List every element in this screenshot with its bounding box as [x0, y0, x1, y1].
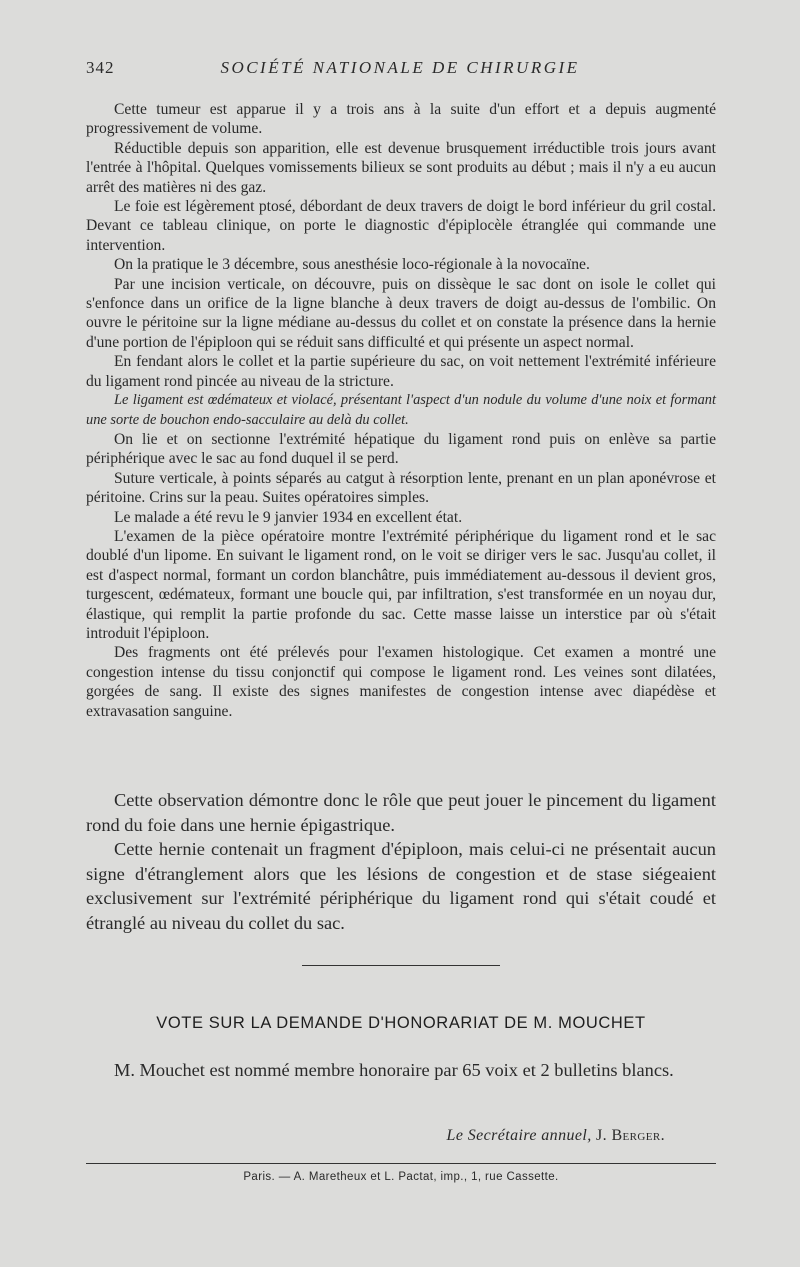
signature-block — [447, 1127, 665, 1145]
vote-result-paragraph: M. Mouchet est nommé membre honoraire par 65 voix et 2 bulletins blancs. — [114, 1060, 674, 1080]
observation-paragraph: L'examen de la pièce opératoire montre l'extrémité périphérique du ligament rond et le sac doublé d'un lipome. En suivant le ligament rond, on le voit se diriger vers le sac. Jusqu'au collet, il est d'aspect normal, formant un cordon blanchâtre, puis immédiatement au-dessous il devient gros, turgescent, œdémateux, formant une boucle qui, par infiltration, s'est transformée en un noyau dur, élastique, qui remplit la partie profonde du sac. Cette masse laisse un interstice par où s'était introduit l'épiploon. — [86, 527, 716, 642]
observation-paragraph: En fendant alors le collet et la partie supérieure du sac, on voit nettement l'extrémité inférieure du ligament rond pincée au niveau de la stricture. — [86, 353, 716, 390]
conclusion-text — [86, 788, 716, 936]
observation-paragraph: Cette tumeur est apparue il y a trois ans à la suite d'un effort et a depuis augmenté progressivement de volume. — [86, 101, 716, 138]
observation-paragraph: Le malade a été revu le 9 janvier 1934 en excellent état. — [114, 508, 463, 526]
page-header — [86, 58, 714, 82]
case-observation-text — [86, 100, 716, 721]
vote-section-heading: VOTE SUR LA DEMANDE D'HONORARIAT DE M. MOUCHET — [156, 1014, 646, 1032]
running-title: SOCIÉTÉ NATIONALE DE CHIRURGIE — [220, 58, 580, 77]
conclusion-paragraph: Cette observation démontre donc le rôle que peut jouer le pincement du ligament rond du foie dans une hernie épigastrique. — [86, 790, 716, 835]
printer-imprint: Paris. — A. Maretheux et L. Pactat, imp., 1, rue Cassette. — [243, 1171, 559, 1183]
footer-rule — [86, 1163, 716, 1164]
page-number: 342 — [86, 58, 115, 77]
observation-paragraph: Réductible depuis son apparition, elle est devenue brusquement irréductible trois jours avant l'entrée à l'hôpital. Quelques vomissements bilieux se sont produits au début ; mais il n'y a eu aucun arrêt des matières ni des gaz. — [86, 139, 716, 196]
observation-paragraph: Le ligament est œdémateux et violacé, présentant l'aspect d'un nodule du volume d'une noix et formant une sorte de bouchon endo-sacculaire au delà du collet. — [86, 392, 716, 428]
observation-paragraph: Par une incision verticale, on découvre, puis on dissèque le sac dont on isole le collet qui s'enfonce dans un orifice de la ligne blanche à deux travers de doigt au-dessus de l'ombilic. On ouvre le péritoine sur la ligne médiane au-dessus du collet et on constate la présence dans la hernie d'une portion de l'épiploon qui se réduit sans difficulté et qui présente un aspect normal. — [86, 275, 716, 351]
signature-role: Le Secrétaire annuel, — [446, 1127, 592, 1144]
conclusion-paragraph: Cette hernie contenait un fragment d'épiploon, mais celui-ci ne présentait aucun signe d'étranglement alors que les lésions de congestion et de stase siégeaient exclusivement sur l'extrémité périphérique du ligament rond qui s'était coudé et étranglé au niveau du collet du sac. — [86, 839, 716, 933]
observation-paragraph: Le foie est légèrement ptosé, débordant de deux travers de doigt le bord inférieur du gril costal. Devant ce tableau clinique, on porte le diagnostic d'épiplocèle étranglée qui commande une intervention. — [86, 198, 716, 254]
section-separator-rule — [302, 965, 500, 966]
observation-paragraph: Suture verticale, à points séparés au catgut à résorption lente, prenant en un plan aponévrose et péritoine. Crins sur la peau. Suites opératoires simples. — [86, 469, 716, 507]
signature-name: J. Berger. — [596, 1127, 665, 1144]
vote-section-body — [86, 1058, 716, 1083]
observation-paragraph: On la pratique le 3 décembre, sous anesthésie loco-régionale à la novocaïne. — [114, 256, 590, 274]
observation-paragraph: On lie et on sectionne l'extrémité hépatique du ligament rond puis on enlève sa partie périphérique avec le sac au fond duquel il se perd. — [86, 430, 716, 468]
observation-paragraph: Des fragments ont été prélevés pour l'examen histologique. Cet examen a montré une congestion intense du tissu conjonctif qui compose le ligament rond. Les veines sont dilatées, gorgées de sang. Il existe des signes manifestes de congestion intense avec diapédèse et extravasation sanguine. — [86, 644, 716, 720]
